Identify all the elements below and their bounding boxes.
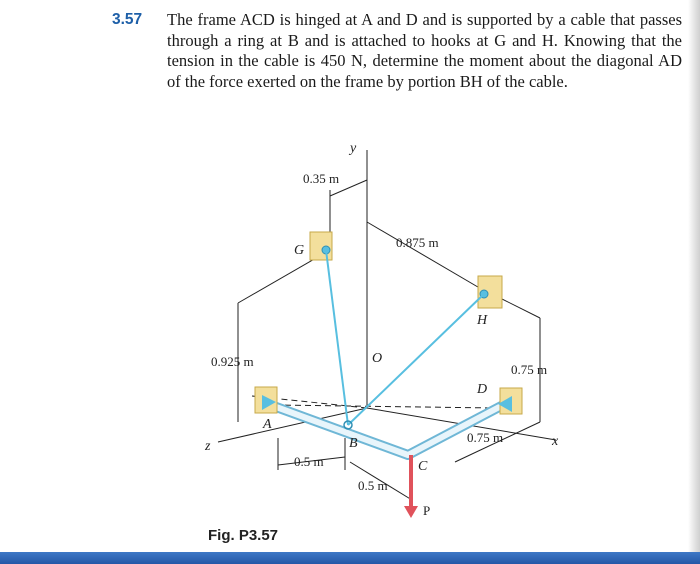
problem-number: 3.57 <box>112 11 143 28</box>
label-y: y <box>350 141 357 156</box>
label-D: D <box>477 382 488 397</box>
hook-H <box>478 276 502 308</box>
cable-BH <box>348 294 484 425</box>
dim-0-5-bottom: 0.5 m <box>358 478 388 493</box>
cable-BG <box>326 250 348 425</box>
figure-caption: Fig. P3.57 <box>208 527 279 544</box>
dim-0-875: 0.875 m <box>396 235 439 250</box>
hook-G <box>310 232 332 260</box>
dim-0-925: 0.925 m <box>211 354 254 369</box>
label-C: C <box>418 459 428 474</box>
label-P: P <box>423 503 431 518</box>
label-G: G <box>294 243 305 258</box>
label-z: z <box>205 439 211 454</box>
problem-text: The frame ACD is hinged at A and D and is supported by a cable that passes through a ring at B and is attached to hooks at G and H. Knowing that the tension in the cable is 450 N, determine the moment about the diagonal AD of the force exerted on the frame by portion BH of the cable. <box>167 10 682 91</box>
label-A: A <box>263 417 272 432</box>
label-H: H <box>477 313 488 328</box>
label-x: x <box>552 434 559 449</box>
dim-0-5-left: 0.5 m <box>294 454 324 469</box>
dim-0-35: 0.35 m <box>303 171 340 186</box>
bottom-bar <box>0 552 700 564</box>
dim-0-75-bottom: 0.75 m <box>467 430 504 445</box>
label-O: O <box>372 351 383 366</box>
hinge-D <box>498 388 522 414</box>
page-edge <box>688 0 700 552</box>
dim-0-75-right: 0.75 m <box>511 362 548 377</box>
hinge-A <box>255 387 277 413</box>
label-B: B <box>349 436 358 451</box>
